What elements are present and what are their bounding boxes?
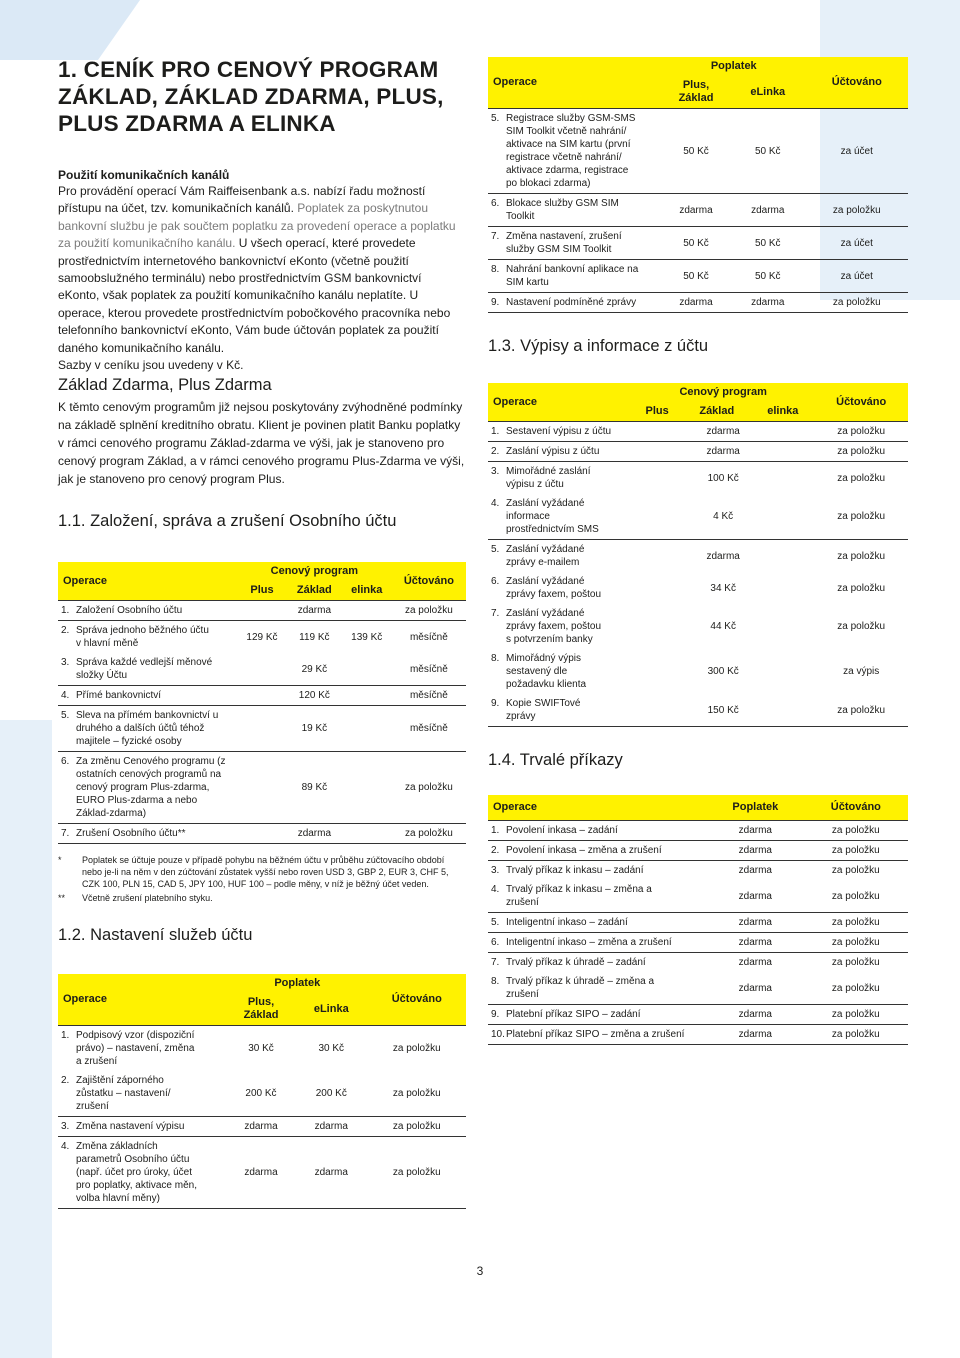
footnote: * Poplatek se účtuje pouze v případě pohybu na běžném účtu v průběhu zúčtovacího období nebo je-li na něm v den zúčtování zůstatek vyšší nebo roven USD 3, GBP 2, EUR 3, CHF 5, CZK 100, PLN 15, CAD 5, JPY 100, HUF 100 – podle měny, v níž je běžný účet veden. bbox=[58, 855, 449, 890]
page-number: 3 bbox=[476, 1264, 484, 1278]
table-row: 5. Sleva na přímém bankovnictví u druhého a dalších účtů téhož majitele – fyzické osoby 19 Kč měsíčně bbox=[58, 706, 466, 752]
col-group: Poplatek bbox=[662, 57, 806, 76]
col-uctovano: Účtováno bbox=[814, 383, 908, 422]
col-plus: Plus bbox=[237, 581, 287, 601]
table-row: 5. Zaslání vyžádané zprávy e-mailem zdarma za položku bbox=[488, 540, 908, 573]
table-row: 7. Zrušení Osobního účtu** zdarma za položku bbox=[58, 824, 466, 844]
channels-paragraph: Pro provádění operací Vám Raiffeisenbank a.s. nabízí řadu možností přístupu na účet, tzv. komunikačních kanálů. Poplatek za poskytnutou bankovní službu je pak součtem poplatku za provedení operace a poplatku za použití komunikačního kanálu. U všech operací, které provedete prostřednictvím internetového bankovnictví eKonto (včetně použití samoobslužného terminálu) nebo prostřednictvím GSM bankovnictví eKonto, však poplatek za použití komunikačního kanálu neplatíte. U operace, kterou provedete prostřednictvím pobočkového pracovníka nebo telefonního bankovnictví eKonto, Vám bude účtován poplatek za použití daného komunikačního kanálu. Sazby v ceníku jsou uvedeny v Kč. bbox=[58, 184, 456, 373]
table-row: 2. Povolení inkasa – změna a zrušení zdarma za položku bbox=[488, 841, 908, 861]
col-uctovano: Účtováno bbox=[806, 57, 908, 109]
col-uctovano: Účtováno bbox=[804, 795, 908, 821]
s12-continued-table bbox=[488, 57, 908, 313]
table-row: 1. Založení Osobního účtu zdarma za položku bbox=[58, 601, 466, 621]
table-row: 4. Zaslání vyžádané informace prostřednictvím SMS 4 Kč za položku bbox=[491, 498, 886, 535]
col-operace: Operace bbox=[488, 383, 632, 422]
s12-heading: 1.2. Nastavení služeb účtu bbox=[58, 926, 253, 945]
table-row: 10.Platební příkaz SIPO – změna a zrušení zdarma za položku bbox=[488, 1025, 908, 1045]
table-row: 8. Trvalý příkaz k úhradě – změna a zrušení zdarma za položku bbox=[491, 976, 880, 1000]
table-row: 7. Trvalý příkaz k úhradě – zadání zdarma za položku bbox=[488, 953, 908, 973]
bg-stripe-top-left bbox=[0, 0, 140, 60]
table-row: 6. Inteligentní inkaso – změna a zrušení zdarma za položku bbox=[488, 933, 908, 953]
col-elinka: elinka bbox=[751, 402, 814, 422]
table-row: 6. Za změnu Cenového programu (z ostatních cenových programů na cenový program Plus-zdarma, EURO Plus-zdarma a nebo Základ-zdarma) 89 Kč za položku bbox=[58, 752, 466, 824]
s13-table bbox=[488, 383, 908, 727]
table-row: 3. Změna nastavení výpisu zdarma zdarma za položku bbox=[58, 1117, 466, 1137]
table-row: 5. Inteligentní inkaso – zadání zdarma za položku bbox=[488, 913, 908, 933]
left-column bbox=[58, 56, 466, 1209]
table-row: 9. Kopie SWIFTové zprávy 150 Kč za položku bbox=[488, 694, 908, 727]
table-row: 1. Povolení inkasa – zadání zdarma za položku bbox=[488, 821, 908, 841]
table-row: 3. Správa každé vedlejší měnové složky Účtu 29 Kč měsíčně bbox=[61, 657, 448, 682]
col-group: Poplatek bbox=[227, 974, 368, 993]
table-row: 1. Podpisový vzor (dispoziční právo) – nastavení, změna a zrušení 30 Kč 30 Kč za položku bbox=[58, 1026, 466, 1072]
col-plus-zaklad: Plus, Základ bbox=[662, 76, 730, 109]
bg-stripe-left bbox=[0, 720, 52, 1358]
table-row: 7. Zaslání vyžádané zprávy faxem, poštou s potvrzením banky 44 Kč za položku bbox=[491, 608, 886, 645]
zz-heading: Základ Zdarma, Plus Zdarma bbox=[58, 376, 272, 395]
table-row: 4. Trvalý příkaz k inkasu – změna a zrušení zdarma za položku bbox=[491, 884, 880, 908]
col-group: Cenový program bbox=[237, 562, 392, 581]
col-group: Cenový program bbox=[632, 383, 814, 402]
col-elinka: elinka bbox=[342, 581, 392, 601]
page-title: 1. CENÍK PRO CENOVÝ PROGRAM ZÁKLAD, ZÁKLAD ZDARMA, PLUS, PLUS ZDARMA A ELINKA bbox=[58, 57, 444, 136]
col-zaklad: Základ bbox=[682, 402, 751, 422]
s11-table bbox=[58, 562, 466, 844]
table-row: 1. Sestavení výpisu z účtu zdarma za položku bbox=[488, 422, 908, 442]
col-plus-zaklad: Plus, Základ bbox=[227, 993, 295, 1026]
s12-table bbox=[58, 974, 466, 1209]
table-row: 6. Blokace služby GSM SIM Toolkit zdarma zdarma za položku bbox=[488, 194, 908, 227]
table-row: 8. Nahrání bankovní aplikace na SIM kartu 50 Kč 50 Kč za účet bbox=[488, 260, 908, 293]
s11-footnotes bbox=[58, 854, 466, 904]
col-operace: Operace bbox=[488, 57, 662, 109]
table-row: 2. Správa jednoho běžného účtu v hlavní měně 129 Kč 119 Kč 139 Kč měsíčně bbox=[58, 621, 466, 654]
s13-heading: 1.3. Výpisy a informace z účtu bbox=[488, 337, 709, 355]
table-row: 2. Zaslání výpisu z účtu zdarma za položku bbox=[488, 442, 908, 462]
col-uctovano: Účtováno bbox=[392, 562, 466, 601]
col-uctovano: Účtováno bbox=[368, 974, 466, 1026]
s14-table bbox=[488, 795, 908, 1045]
col-plus: Plus bbox=[632, 402, 682, 422]
table-row: 8. Mimořádný výpis sestavený dle požadavku klienta 300 Kč za výpis bbox=[491, 653, 880, 690]
col-operace: Operace bbox=[488, 795, 707, 821]
zz-paragraph: K těmto cenovým programům již nejsou poskytovány zvýhodněné podmínky na základě splnění kreditního obratu. Klient je povinen platit Banku poplatky v rámci cenového programu Základ-zdarma ve výši, jak je stanoveno pro cenový program Základ, a v rámci cenového programu Plus-Zdarma ve výši, jak je stanoveno pro cenový program Plus. bbox=[58, 400, 465, 487]
table-row: 2. Zajištění záporného zůstatku – nastavení/ zrušení 200 Kč 200 Kč za položku bbox=[61, 1075, 441, 1113]
table-row: 3. Trvalý příkaz k inkasu – zadání zdarma za položku bbox=[488, 861, 908, 881]
table-row: 6. Zaslání vyžádané zprávy faxem, poštou 34 Kč za položku bbox=[491, 576, 886, 600]
channels-subhead: Použití komunikačních kanálů bbox=[58, 168, 230, 182]
col-elinka: eLinka bbox=[730, 76, 806, 109]
col-poplatek: Poplatek bbox=[707, 795, 804, 821]
table-row: 9. Platební příkaz SIPO – zadání zdarma za položku bbox=[488, 1005, 908, 1025]
col-operace: Operace bbox=[58, 974, 227, 1026]
table-row: 7. Změna nastavení, zrušení služby GSM SIM Toolkit 50 Kč 50 Kč za účet bbox=[488, 227, 908, 260]
table-row: 3. Mimořádné zaslání výpisu z účtu 100 Kč za položku bbox=[488, 462, 908, 495]
table-row: 4. Změna základních parametrů Osobního účtu (např. účet pro úroky, účet pro poplatky, aktivace měn, volba hlavní měny) zdarma zdarma za položku bbox=[58, 1137, 466, 1209]
table-row: 4. Přímé bankovnictví 120 Kč měsíčně bbox=[58, 686, 466, 706]
table-row: 5. Registrace služby GSM-SMS SIM Toolkit včetně nahrání/ aktivace na SIM kartu (první registrace včetně nahrání/ aktivace zdarma, registrace po blokaci zdarma) 50 Kč 50 Kč za účet bbox=[488, 109, 908, 194]
footnote: ** Včetně zrušení platebního styku. bbox=[58, 893, 213, 904]
right-column bbox=[488, 57, 908, 1045]
table-row: 9. Nastavení podmíněné zprávy zdarma zdarma za položku bbox=[488, 293, 908, 313]
col-elinka: eLinka bbox=[295, 993, 368, 1026]
s14-heading: 1.4. Trvalé příkazy bbox=[488, 751, 623, 769]
col-zaklad: Základ bbox=[287, 581, 342, 601]
col-operace: Operace bbox=[58, 562, 237, 601]
s11-heading: 1.1. Založení, správa a zrušení Osobního účtu bbox=[58, 512, 397, 531]
